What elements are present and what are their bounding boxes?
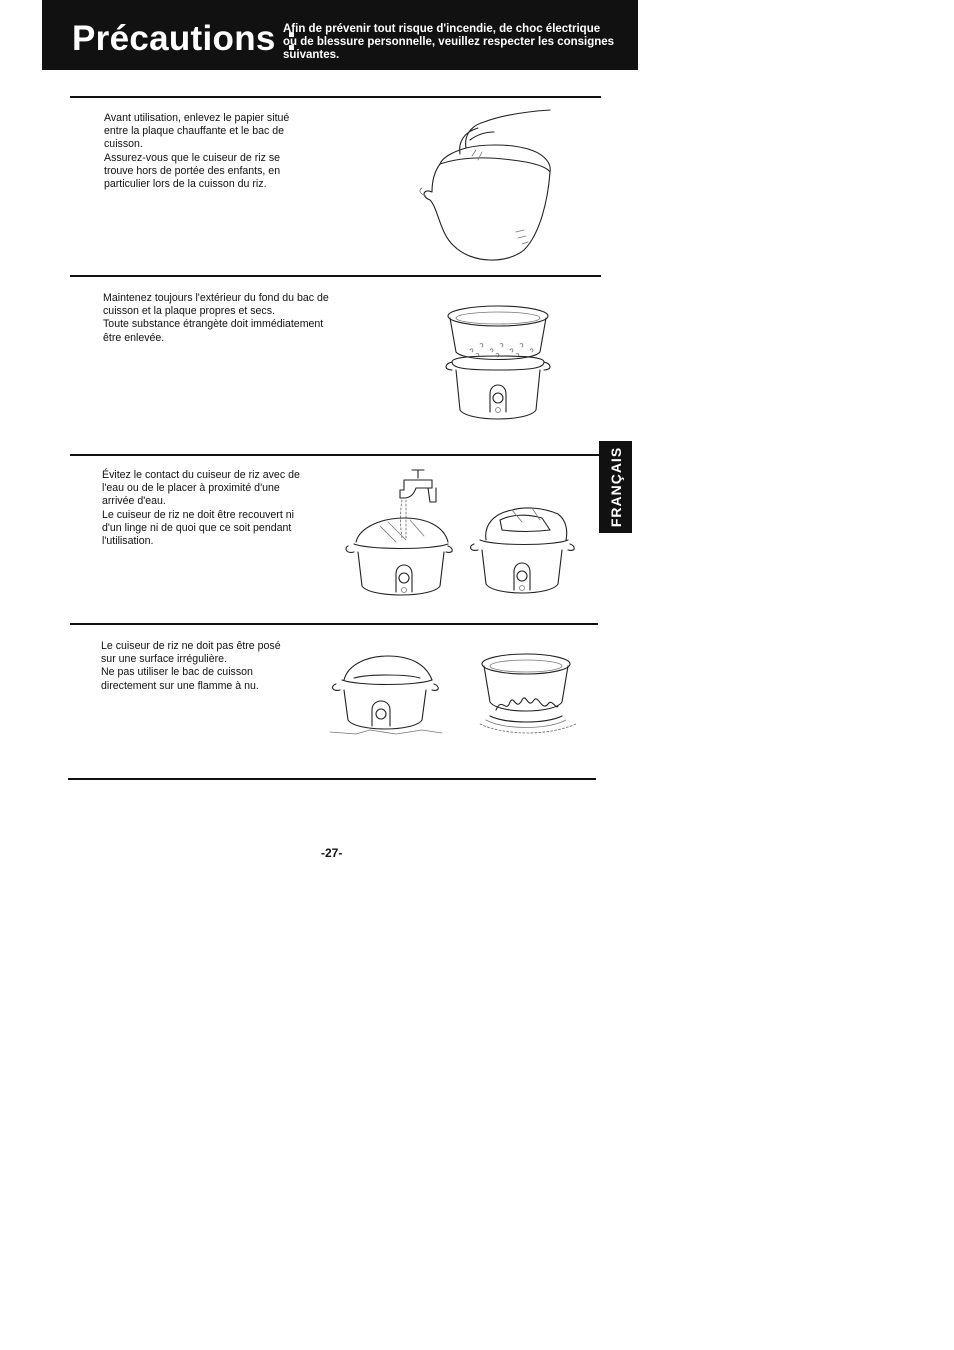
section-divider — [70, 454, 601, 456]
page-title: Précautions : — [72, 19, 298, 58]
header-warning-note: Afin de prévenir tout risque d'incendie, de choc électrique ou de blessure personnelle, veuillez respecter les consignes suivantes. — [283, 23, 615, 61]
precaution-text-1: Avant utilisation, enlevez le papier situé entre la plaque chauffante et le bac de cuisson. Assurez-vous que le cuiseur de riz se trouve hors de portée des enfants, en particulier lors de la cuisson du riz. — [104, 112, 290, 191]
header-banner — [42, 0, 638, 70]
hand-on-inner-pot-illustration — [412, 104, 562, 266]
pot-over-flame-illustration — [476, 644, 588, 740]
precaution-text-2: Maintenez toujours l'extérieur du fond du bac de cuisson et la plaque propres et secs. Toute substance étrangète doit immédiatement être enlevée. — [103, 292, 329, 344]
section-divider — [70, 275, 601, 277]
inner-pot-over-heater-illustration — [440, 298, 562, 428]
section-divider — [70, 623, 598, 625]
language-tab — [599, 441, 632, 533]
cooker-on-uneven-surface-illustration — [326, 640, 446, 740]
covered-cooker-illustration — [462, 496, 580, 602]
page-number: -27- — [321, 846, 343, 860]
cooker-under-faucet-illustration — [340, 466, 458, 602]
section-divider — [70, 96, 601, 98]
section-divider — [68, 778, 596, 780]
language-tab-label: FRANÇAIS — [607, 446, 624, 528]
precaution-text-3: Évitez le contact du cuiseur de riz avec de l'eau ou de le placer à proximité d'une arrivée d'eau. Le cuiseur de riz ne doit être recouvert ni d'un linge ni de quoi que ce soit pendant l'utilisation. — [102, 469, 300, 548]
precaution-text-4: Le cuiseur de riz ne doit pas être posé sur une surface irrégulière. Ne pas utiliser le bac de cuisson directement sur une flamme à nu. — [101, 640, 281, 692]
